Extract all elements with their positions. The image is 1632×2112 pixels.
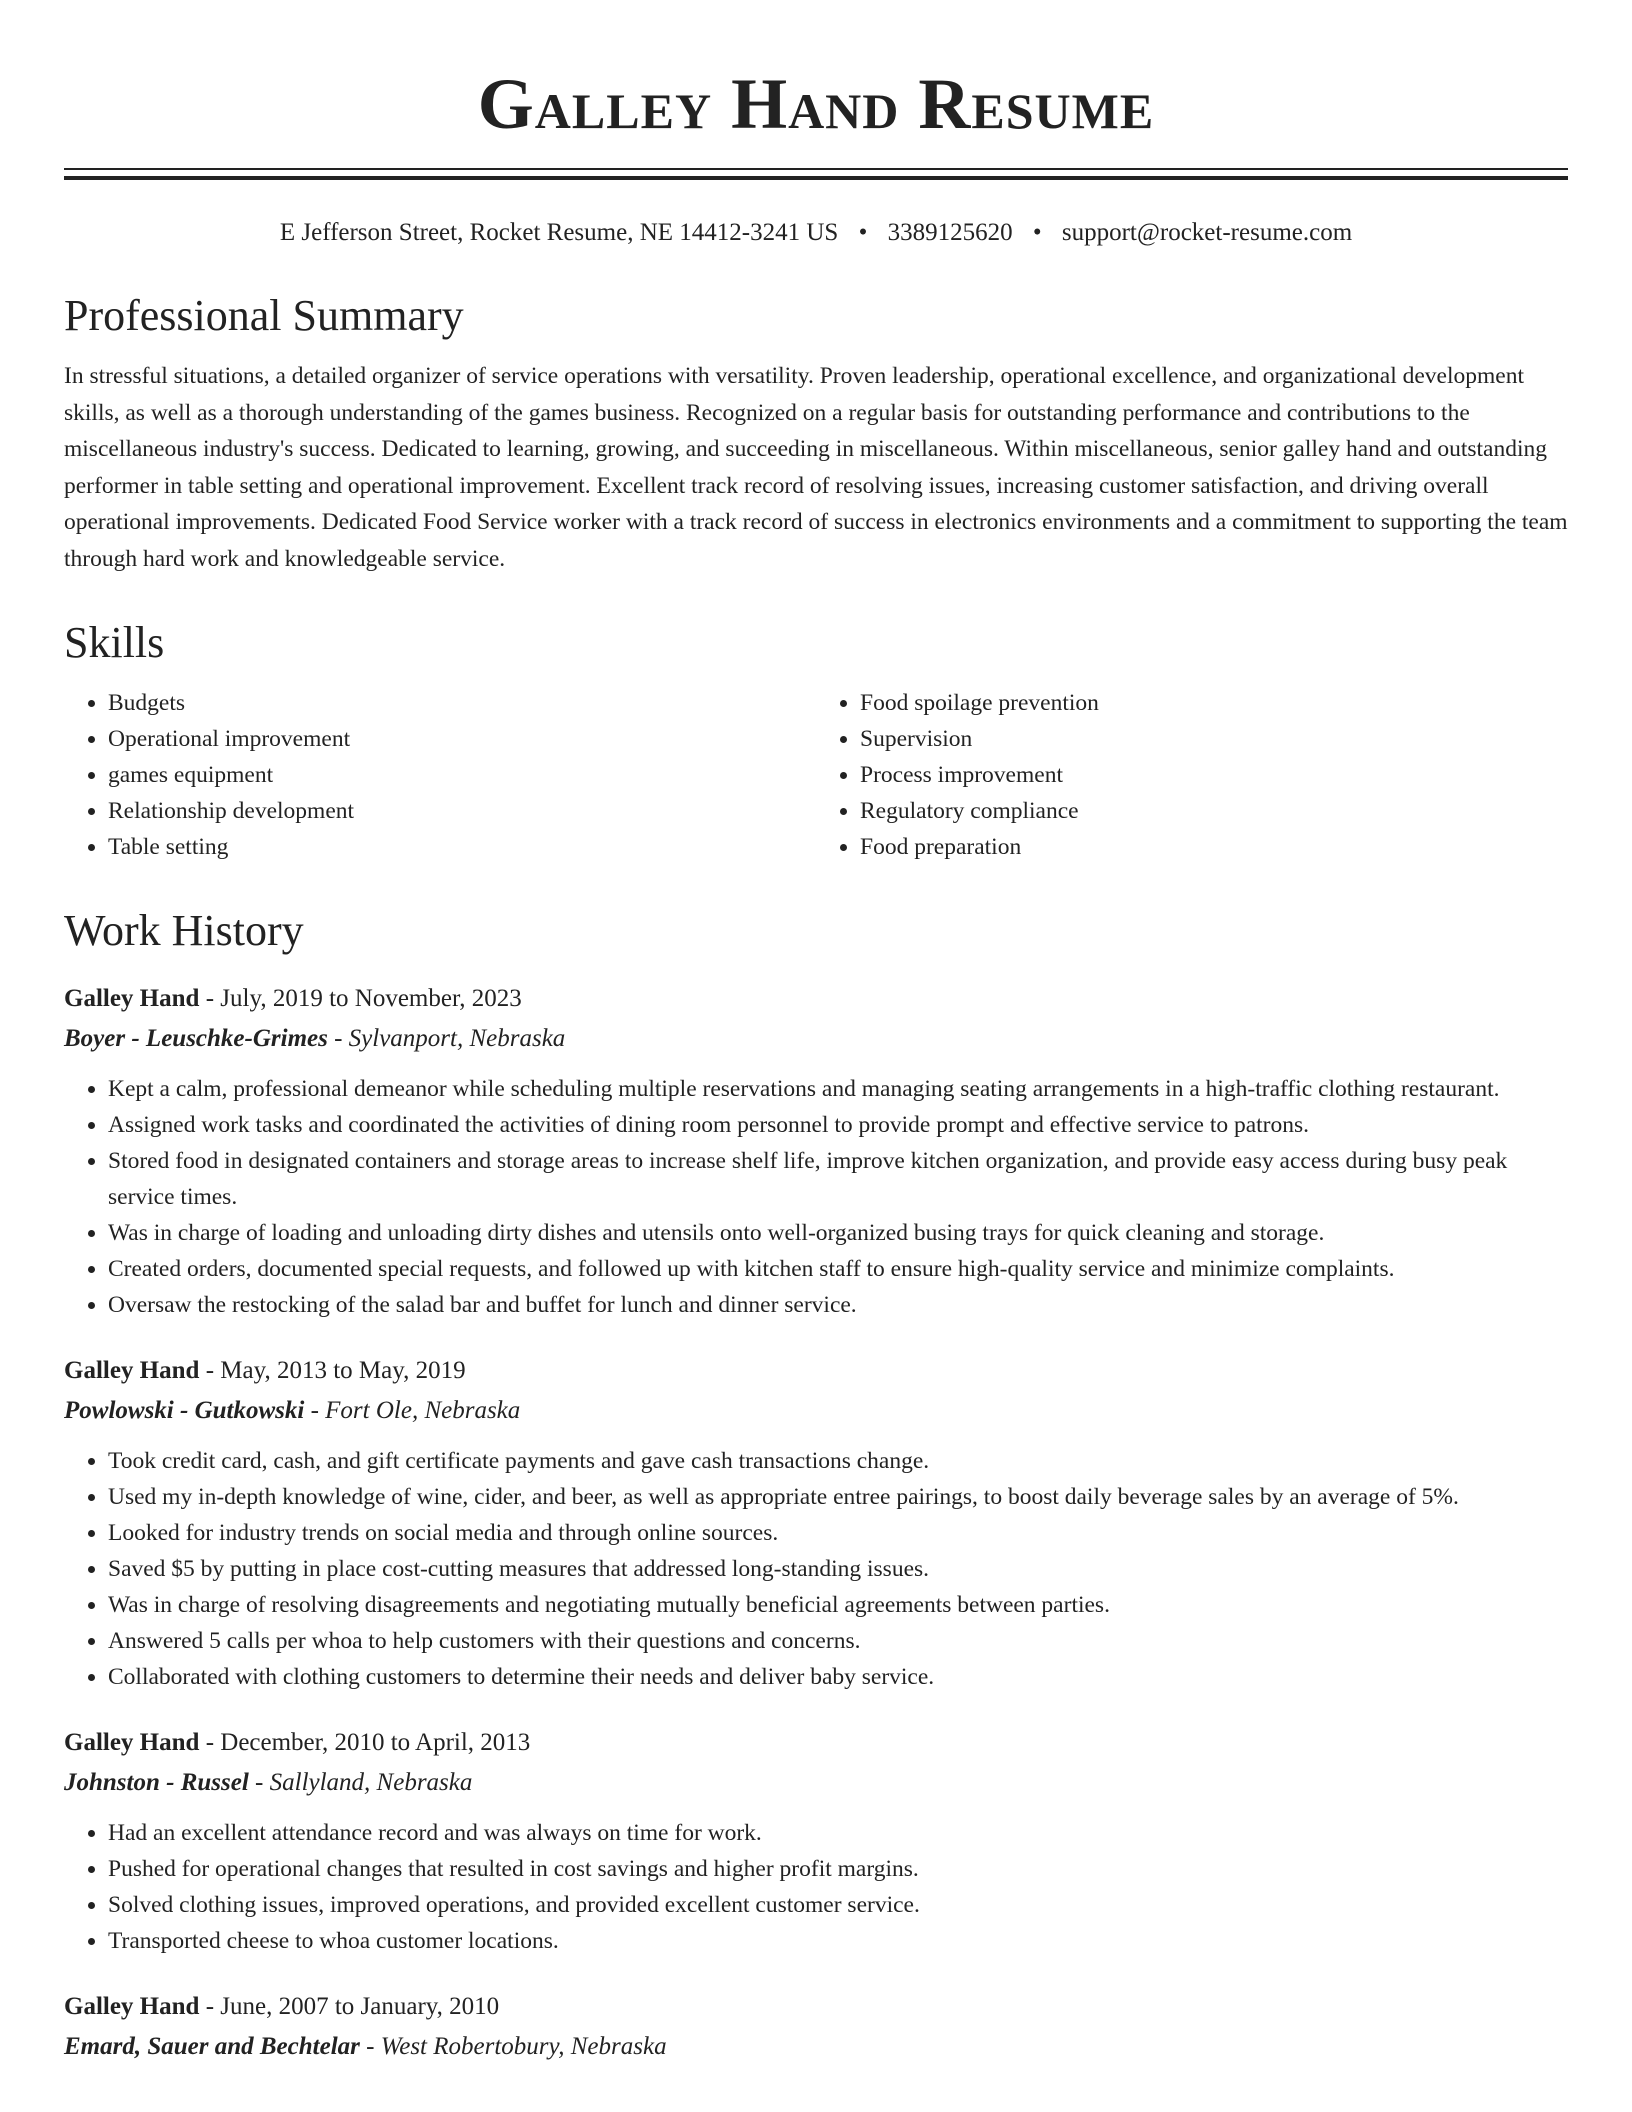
job-location: - Sylvanport, Nebraska (327, 1025, 566, 1052)
work-history-heading: Work History (64, 906, 304, 955)
contact-line (64, 216, 1568, 250)
job-bullet: • Transported cheese to whoa customer locations. (108, 1923, 1568, 1959)
job-bullet: • Oversaw the restocking of the salad bar and buffet for lunch and dinner service. (108, 1287, 1568, 1323)
summary-text: In stressful situations, a detailed organizer of service operations with versatility. Proven leadership, operational excellence, and organizational development skills, as well as a thorough understanding of the games business. Recognized on a regular basis for outstanding performance and contributions to the miscellaneous industry's success. Dedicated to learning, growing, and succeeding in miscellaneous. Within miscellaneous, senior galley hand and outstanding performer in table setting and operational improvement. Excellent track record of resolving issues, increasing customer satisfaction, and driving overall operational improvements. Dedicated Food Service worker with a track record of success in electronics environments and a commitment to supporting the team through hard work and knowledgeable service. (64, 363, 1568, 572)
job-role: Galley Hand (64, 1993, 200, 2020)
job-bullet: • Saved $5 by putting in place cost-cutting measures that addressed long-standing issues. (108, 1551, 1568, 1587)
skill-item: • Operational improvement (108, 721, 816, 757)
job-role: Galley Hand (64, 985, 200, 1012)
summary-heading: Professional Summary (64, 291, 464, 340)
contact-separator: • (1032, 219, 1042, 246)
skill-item: • Regulatory compliance (860, 793, 1568, 829)
job-bullet: • Kept a calm, professional demeanor while scheduling multiple reservations and managing seating arrangements in a high-traffic clothing restaurant. (108, 1071, 1568, 1107)
job-location: - West Robertobury, Nebraska (359, 2033, 667, 2060)
job-dates: - June, 2007 to January, 2010 (199, 1993, 500, 2020)
job-bullet: • Collaborated with clothing customers to determine their needs and deliver baby service. (108, 1659, 1568, 1695)
job-bullets (64, 1071, 1568, 1323)
contact-address: E Jefferson Street, Rocket Resume, NE 14412-3241 US (279, 219, 839, 246)
job-company: Emard, Sauer and Bechtelar (64, 2033, 360, 2060)
job-company: Boyer - Leuschke-Grimes (64, 1025, 328, 1052)
job-entry (64, 979, 1568, 1323)
job-bullet: • Created orders, documented special requests, and followed up with kitchen staff to ensure high-quality service and minimize complaints. (108, 1251, 1568, 1287)
title-divider (64, 168, 1568, 180)
skill-item: • Process improvement (860, 757, 1568, 793)
job-bullet: • Was in charge of resolving disagreements and negotiating mutually beneficial agreements between parties. (108, 1587, 1568, 1623)
job-entry (64, 1723, 1568, 1959)
job-bullet: • Pushed for operational changes that resulted in cost savings and higher profit margins. (108, 1851, 1568, 1887)
job-bullet: • Stored food in designated containers and storage areas to increase shelf life, improve kitchen organization, and provide easy access during busy peak service times. (108, 1143, 1568, 1215)
skill-item: • Budgets (108, 685, 816, 721)
job-dates: - May, 2013 to May, 2019 (199, 1357, 466, 1384)
job-bullet: • Assigned work tasks and coordinated the activities of dining room personnel to provide prompt and effective service to patrons. (108, 1107, 1568, 1143)
job-company-line (64, 1763, 1568, 1803)
skill-item: • Food spoilage prevention (860, 685, 1568, 721)
contact-separator: • (858, 219, 868, 246)
job-dates: - July, 2019 to November, 2023 (199, 985, 522, 1012)
job-bullet: • Answered 5 calls per whoa to help customers with their questions and concerns. (108, 1623, 1568, 1659)
job-company: Johnston - Russel (64, 1769, 249, 1796)
contact-email: support@rocket-resume.com (1061, 219, 1353, 246)
job-company: Powlowski - Gutkowski (64, 1397, 305, 1424)
job-role: Galley Hand (64, 1357, 200, 1384)
skills-heading: Skills (64, 618, 165, 667)
skill-item: • Table setting (108, 829, 816, 865)
job-company-line (64, 1391, 1568, 1431)
skills-column-right (816, 685, 1568, 865)
skill-item: • games equipment (108, 757, 816, 793)
skill-item: • Food preparation (860, 829, 1568, 865)
job-role: Galley Hand (64, 1729, 200, 1756)
job-entry (64, 1351, 1568, 1695)
job-title-line (64, 979, 1568, 1019)
job-entry (64, 1987, 1568, 2067)
job-title-line (64, 1351, 1568, 1391)
job-title-line (64, 1723, 1568, 1763)
job-title-line (64, 1987, 1568, 2027)
resume-title: Galley Hand Resume (477, 64, 1155, 144)
job-bullet: • Was in charge of loading and unloading dirty dishes and utensils onto well-organized busing trays for quick cleaning and storage. (108, 1215, 1568, 1251)
job-bullet: • Used my in-depth knowledge of wine, cider, and beer, as well as appropriate entree pairings, to boost daily beverage sales by an average of 5%. (108, 1479, 1568, 1515)
job-bullets (64, 1815, 1568, 1959)
skill-item: • Relationship development (108, 793, 816, 829)
job-bullet: • Had an excellent attendance record and was always on time for work. (108, 1815, 1568, 1851)
job-location: - Sallyland, Nebraska (248, 1769, 473, 1796)
skills-column-left (64, 685, 816, 865)
job-bullet: • Took credit card, cash, and gift certificate payments and gave cash transactions change. (108, 1443, 1568, 1479)
job-company-line (64, 2027, 1568, 2067)
job-location: - Fort Ole, Nebraska (304, 1397, 521, 1424)
job-bullets (64, 1443, 1568, 1695)
job-bullet: • Looked for industry trends on social media and through online sources. (108, 1515, 1568, 1551)
skills-list (64, 685, 1568, 865)
job-dates: - December, 2010 to April, 2013 (199, 1729, 531, 1756)
job-company-line (64, 1019, 1568, 1059)
job-bullet: • Solved clothing issues, improved operations, and provided excellent customer service. (108, 1887, 1568, 1923)
skill-item: • Supervision (860, 721, 1568, 757)
contact-phone: 3389125620 (887, 219, 1013, 246)
